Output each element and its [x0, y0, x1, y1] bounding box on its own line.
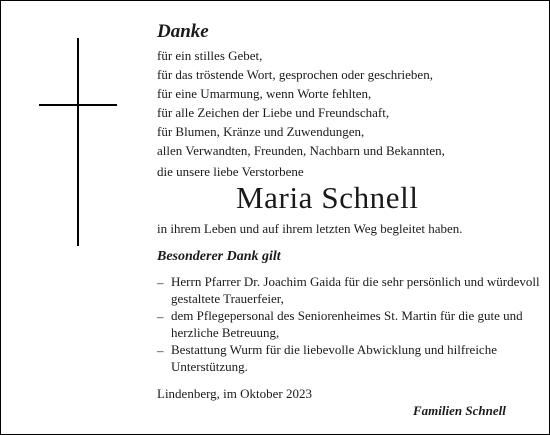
thanks-line: für Blumen, Kränze und Zuwendungen, [157, 124, 365, 139]
place-date: Lindenberg, im Oktober 2023 [157, 386, 313, 401]
thanks-line: für ein stilles Gebet, [157, 48, 263, 63]
special-thanks-item: Herrn Pfarrer Dr. Joachim Gaida für die sehr persönlich und würdevoll gestaltete Trauerfeier, [171, 274, 540, 306]
heading-danke: Danke [157, 21, 209, 42]
deceased-name: Maria Schnell [236, 180, 419, 215]
thanks-line: allen Verwandten, Freunden, Nachbarn und Bekannten, [157, 143, 445, 158]
thanks-line: für eine Umarmung, wenn Worte fehlten, [157, 86, 372, 101]
dash-marker: – [157, 309, 164, 324]
after-name-line: in ihrem Leben und auf ihrem letzten Weg begleitet haben. [157, 221, 463, 236]
dash-marker: – [157, 343, 164, 358]
special-thanks-heading: Besonderer Dank gilt [157, 249, 281, 264]
special-thanks-item: dem Pflegepersonal des Seniorenheimes St. Martin für die gute und herzliche Betreuung, [171, 308, 523, 340]
special-thanks-item: Bestattung Wurm für die liebevolle Abwicklung und hilfreiche Unterstützung. [171, 342, 497, 374]
thanks-line: für das tröstende Wort, gesprochen oder geschrieben, [157, 67, 433, 82]
intro-line: die unsere liebe Verstorbene [157, 164, 304, 179]
signature: Familien Schnell [413, 403, 506, 418]
dash-marker: – [157, 275, 164, 290]
cross-icon-bar [39, 104, 117, 106]
cross-icon [77, 38, 79, 246]
thanks-line: für alle Zeichen der Liebe und Freundschaft, [157, 105, 390, 120]
